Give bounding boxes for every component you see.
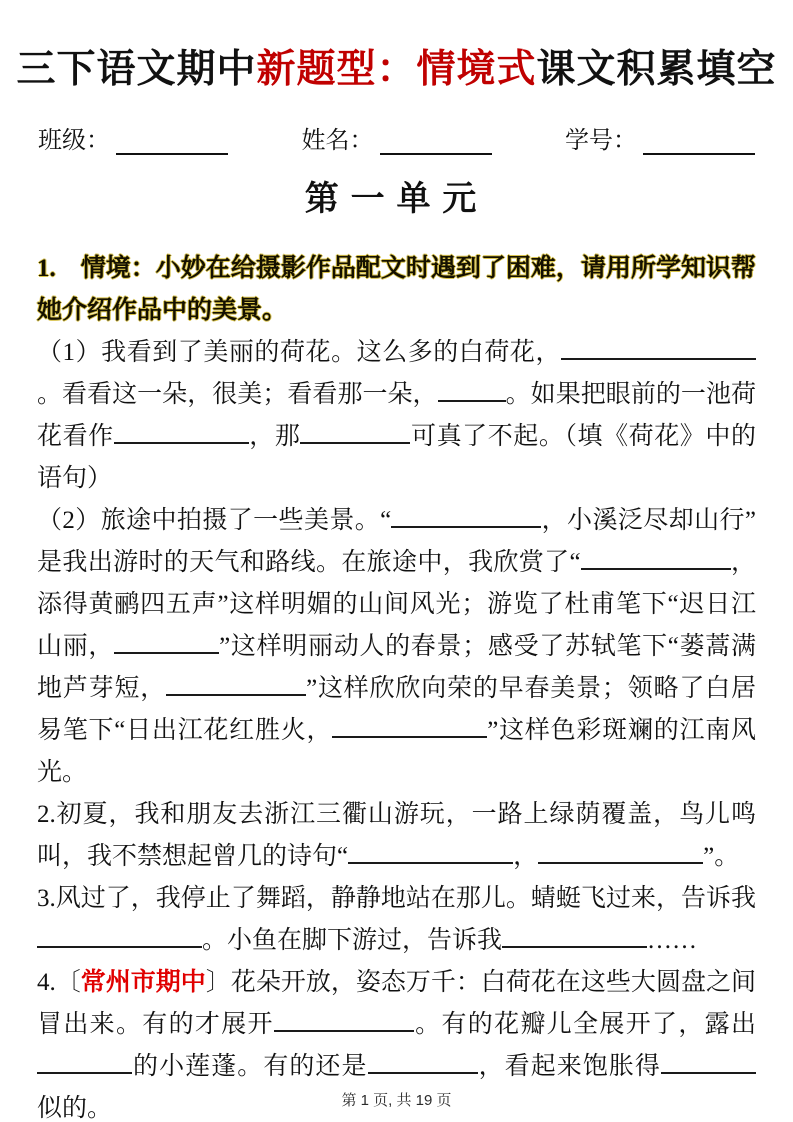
question-2 [37,794,756,878]
class-field [38,120,228,155]
answer-blank [114,422,249,445]
answer-blank [581,548,731,571]
name-field [302,120,492,155]
text-run: ，那 [248,423,301,451]
answer-blank [300,422,410,445]
question-1-part-2 [37,500,756,794]
text-run: 〕花朵开放，姿态万千：白荷花在这些大圆盘之间冒出来。有的才展开 [37,969,756,1039]
answer-blank [332,716,487,739]
answer-blank [561,338,756,361]
answer-blank [114,632,219,655]
answer-blank [37,1052,132,1075]
text-run: ”。 [703,843,740,871]
text-run: 4.〔 [37,969,81,997]
text-run: ，添得黄鹂四五声”这样明媚的山间风光；游览了杜甫笔下“迟日江山丽， [37,549,756,661]
text-run: 课文积累填空 [536,48,777,91]
text-run: （2）旅途中拍摄了一些美景。“ [37,507,392,535]
answer-blank [348,842,513,865]
student-number-label: 学号： [565,128,637,155]
student-number-field [565,120,755,155]
text-run: 。小鱼在脚下游过，告诉我 [202,927,503,955]
name-blank [380,132,492,156]
text-run: 。看看这一朵，很美；看看那一朵， [37,381,438,409]
text-run: ”这样明丽动人的春景；感受了苏轼笔下“蒌蒿满地芦芽短， [37,633,756,703]
text-run: 三下语文期中 [16,48,257,91]
page-title [0,38,793,94]
answer-blank [391,506,541,529]
class-label: 班级： [38,128,110,155]
text-run: ，看起来饱胀得 [477,1053,661,1081]
answer-blank [502,926,647,949]
answer-blank [368,1052,478,1075]
class-blank [116,132,228,156]
text-run: 。如果把眼前的一池荷花看作 [37,381,756,451]
answer-blank [438,380,506,403]
answer-blank [661,1052,756,1075]
question-1-part-1 [37,332,756,500]
answer-blank [166,674,306,697]
name-label: 姓名： [301,128,374,155]
student-info-row [38,120,755,155]
text-run: 似的。 [37,1095,113,1122]
text-run: ”这样色彩斑斓的江南风光。 [37,717,756,787]
text-run: ”这样欣欣向荣的早春美景；领略了白居易笔下“日出江花红胜火， [37,675,756,745]
text-run: 2.初夏，我和朋友去浙江三衢山游玩，一路上绿荫覆盖，鸟儿鸣叫，我不禁想起曾几的诗句“ [37,801,756,871]
text-run: 的小莲蓬。有的还是 [132,1053,368,1081]
text-run: ， [513,843,539,871]
text-run: （1）我看到了美丽的荷花。这么多的白荷花， [37,339,561,367]
student-number-blank [643,132,755,156]
red-highlight-text: 常州市期中 [80,969,206,997]
answer-blank [37,926,202,949]
question-3 [37,878,756,962]
text-run: …… [647,927,698,955]
unit-heading: 第一单元 [304,181,489,219]
answer-blank [274,1010,414,1033]
question-body [37,248,756,1122]
question-1-intro [37,248,756,332]
text-run: 3.风过了，我停止了舞蹈，静静地站在那儿。蜻蜓飞过来，告诉我 [37,885,756,913]
text-run: 。有的花瓣儿全展开了，露出 [413,1011,756,1039]
text-run: 1. 情境：小妙在给摄影作品配文时遇到了困难，请用所学知识帮她介绍作品中的美景。 [37,255,756,325]
text-run: ，小溪泛尽却山行”是我出游时的天气和路线。在旅途中，我欣赏了“ [37,507,756,577]
page-number-footer: 第 1 页, 共 19 页 [341,1092,452,1109]
text-run: 可真了不起。（填《荷花》中的语句） [37,423,756,493]
answer-blank [538,842,703,865]
red-highlight-text: 新题型：情境式 [256,48,537,91]
